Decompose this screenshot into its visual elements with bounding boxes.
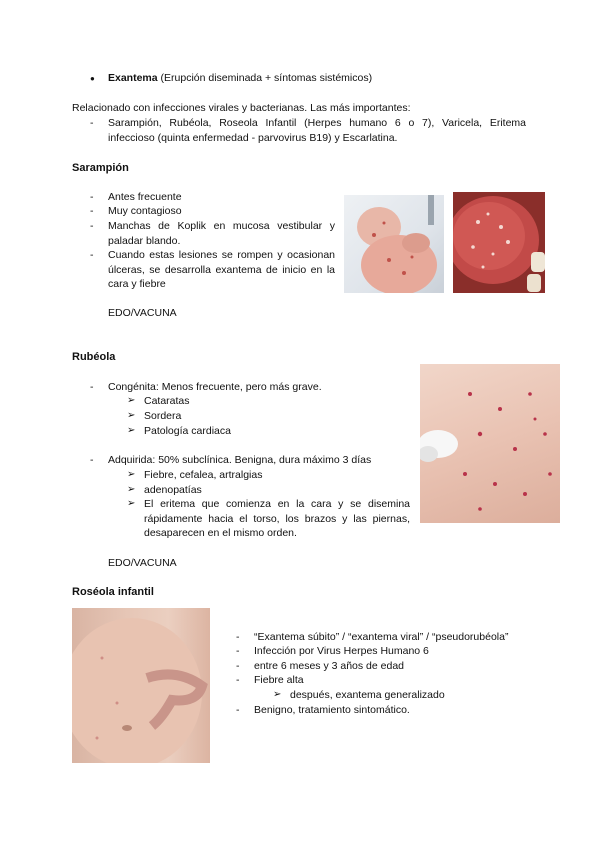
arrow-icon: ➢ [127,469,136,480]
rubeola-title: Rubéola [72,351,116,363]
exantema-line [108,71,372,86]
dash-mark: - [90,454,94,466]
roseola-item-text: entre 6 meses y 3 años de edad [254,660,405,672]
arrow-icon: ➢ [127,498,136,509]
arrow-icon: ➢ [273,689,282,700]
roseola-sub-text: después, exantema generalizado [290,689,445,701]
arrow-icon: ➢ [127,410,136,421]
mouth-photo [453,192,545,293]
koplik-spots-icon [453,192,545,293]
dash-mark: - [90,117,94,129]
sarampion-item-text: Antes frecuente [108,191,182,203]
roseola-item-text: Infección por Virus Herpes Humano 6 [254,645,429,657]
exantema-bullet [90,72,95,88]
congenita-sub-text: Patología cardiaca [144,425,231,437]
baby-photo [344,195,444,293]
rubeola-adquirida-text: Adquirida: 50% subclínica. Benigna, dura máximo 3 días [108,454,372,466]
sarampion-item-text: Manchas de Koplik en mucosa vestibular y paladar blando. [108,220,335,247]
rubeola-congenita-text: Congénita: Menos frecuente, pero más grave. [108,381,322,393]
adquirida-sub-text: adenopatías [144,484,202,496]
dash-mark: - [90,220,94,232]
dash-mark: - [90,205,94,217]
diseases-list-text: Sarampión, Rubéola, Roseola Infantil (Herpes humano 6 o 7), Varicela, Eritema infeccioso (quinta enfermedad - parvovirus B19) y Escarlatina. [108,117,526,144]
dash-mark: - [90,191,94,203]
arrow-icon: ➢ [127,425,136,436]
exantema-desc: (Erupción diseminada + síntomas sistémicos) [157,72,373,84]
arrow-icon: ➢ [127,395,136,406]
adquirida-sub-text: Fiebre, cefalea, artralgias [144,469,263,481]
congenita-sub-text: Sordera [144,410,182,422]
dash-mark: - [236,645,240,657]
rash-spots-icon [420,364,560,523]
roseola-item-text: Fiebre alta [254,674,304,686]
sarampion-title: Sarampión [72,162,129,174]
exantema-title: Exantema [108,72,158,84]
adquirida-sub-text: El eritema que comienza en la cara y se disemina rápidamente hacia el torso, los brazos y las piernas, desaparecen en el mismo orden. [144,498,410,539]
dash-mark: - [236,674,240,686]
sarampion-item-text: Cuando estas lesiones se rompen y ocasionan úlceras, se desarrolla exantema de inicio en la cara y fiebre [108,249,335,290]
dash-mark: - [236,660,240,672]
rubella-rash-photo [420,364,560,523]
roseola-photo [72,608,210,763]
related-text: Relacionado con infecciones virales y bacterianas. Las más importantes: [72,102,411,114]
dash-mark: - [236,631,240,643]
sarampion-edo: EDO/VACUNA [108,307,177,319]
dash-mark: - [236,704,240,716]
bullet-icon: ● [90,74,95,83]
baby-illustration-icon [344,195,444,293]
roseola-item-text: “Exantema súbito” / “exantema viral” / “pseudorubéola” [254,631,509,643]
belly-icon [72,608,210,763]
dash-mark: - [90,381,94,393]
congenita-sub-text: Cataratas [144,395,190,407]
arrow-icon: ➢ [127,484,136,495]
roseola-title: Roséola infantil [72,586,154,598]
dash-mark: - [90,249,94,261]
roseola-item-text: Benigno, tratamiento sintomático. [254,704,410,716]
sarampion-item-text: Muy contagioso [108,205,182,217]
rubeola-edo: EDO/VACUNA [108,557,177,569]
